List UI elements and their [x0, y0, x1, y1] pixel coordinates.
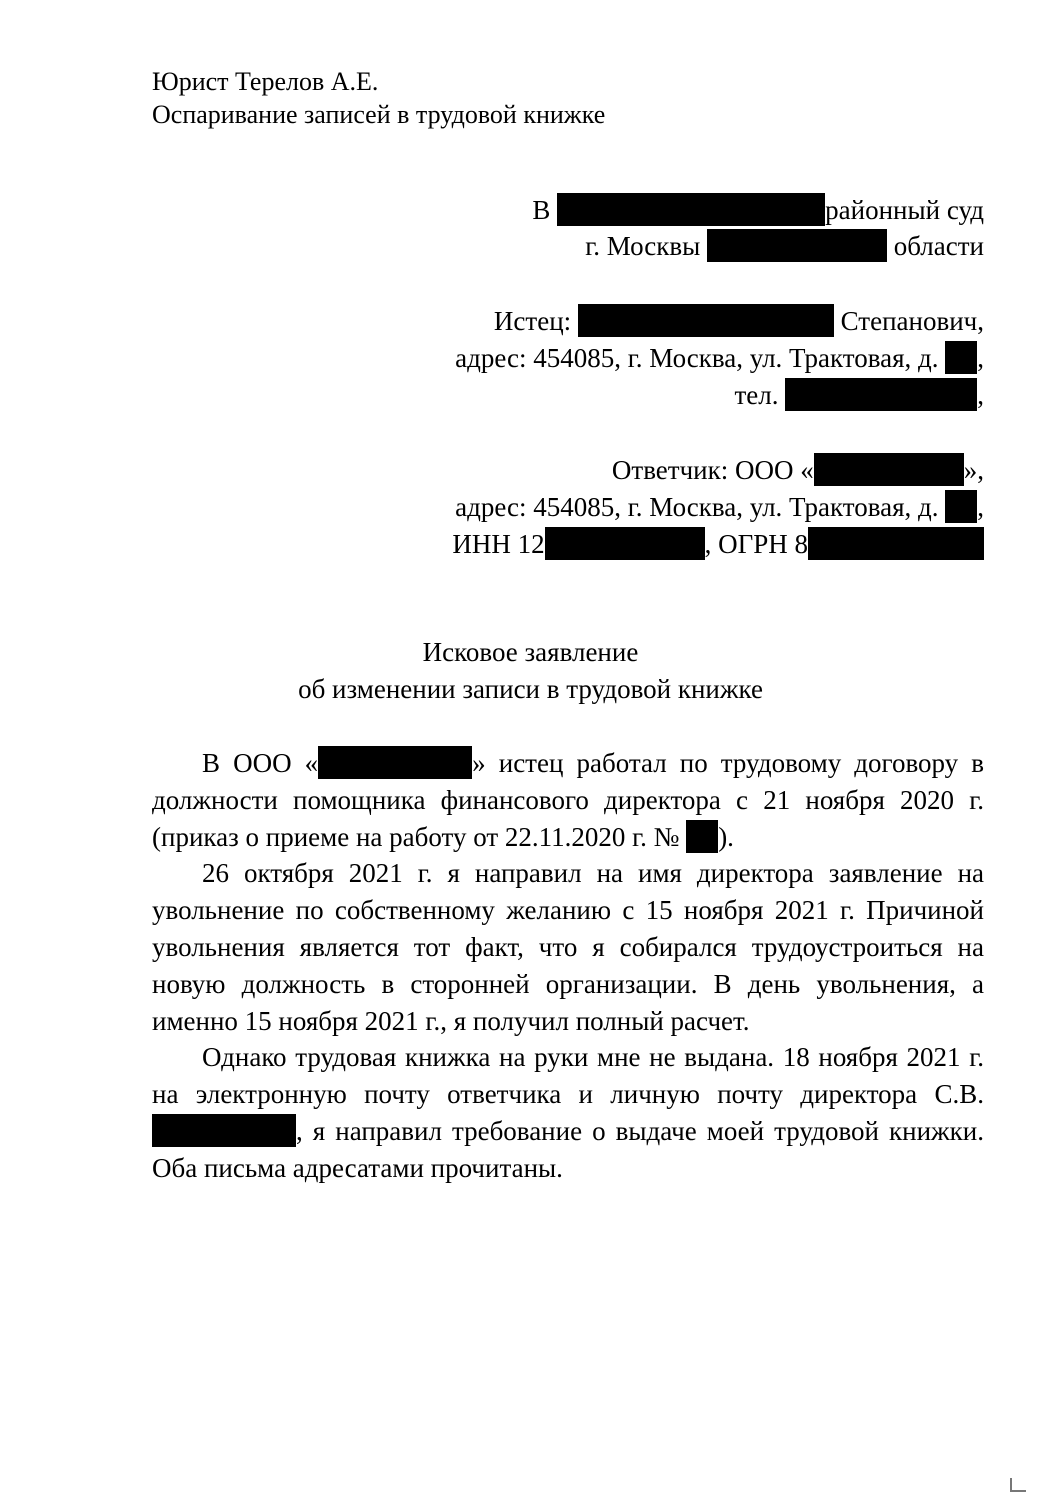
document-subtitle: об изменении записи в трудовой книжке	[298, 674, 763, 704]
redaction-block	[945, 341, 977, 374]
paragraph-2: 26 октября 2021 г. я направил на имя директора заявление на увольнение по собственному желанию с 15 ноября 2021 г. Причиной увольнения является тот факт, что я собирался трудоустроиться на новую должность в сторонней организации. В день увольнения, а именно 15 ноября 2021 г., я получил полный расчет.	[152, 858, 984, 1036]
plaintiff-phone-line	[734, 377, 984, 413]
redaction-block	[808, 527, 984, 560]
redaction-block	[318, 746, 472, 779]
header-author: Юрист Терелов А.Е.	[152, 67, 379, 96]
defendant-label: Ответчик: ООО «	[611, 455, 814, 485]
plaintiff-line	[494, 303, 984, 339]
court-city-line	[585, 228, 984, 264]
document-body	[152, 745, 984, 1187]
redaction-block	[945, 490, 977, 523]
redaction-block	[152, 1114, 296, 1147]
court-suffix: районный суд	[825, 195, 984, 225]
redaction-block	[814, 453, 964, 486]
document-title: Исковое заявление	[422, 637, 639, 667]
defendant-ids-line	[452, 526, 984, 562]
plaintiff-phone-end: ,	[977, 380, 984, 410]
plaintiff-address-line	[455, 340, 984, 376]
defendant-address: адрес: 454085, г. Москва, ул. Трактовая, д.	[455, 492, 939, 522]
defendant-line	[612, 452, 984, 488]
header-subject: Оспаривание записей в трудовой книжке	[152, 100, 606, 129]
defendant-inn: ИНН 12	[452, 529, 545, 559]
court-line	[532, 192, 984, 228]
defendant-ogrn: , ОГРН 8	[704, 529, 808, 559]
plaintiff-phone-label: тел.	[734, 380, 779, 410]
plaintiff-address: адрес: 454085, г. Москва, ул. Трактовая, д.	[455, 343, 939, 373]
redaction-block	[686, 820, 718, 853]
plaintiff-patronymic: Степанович,	[840, 306, 984, 336]
plaintiff-address-end: ,	[977, 343, 984, 373]
page-corner-mark	[1010, 1478, 1026, 1492]
defendant-address-line	[455, 489, 984, 525]
plaintiff-label: Истец:	[493, 306, 572, 336]
redaction-block	[707, 229, 887, 262]
redaction-block	[578, 304, 834, 337]
paragraph-1: В ООО « » истец работал по трудовому договору в должности помощника финансового директора с 21 ноября 2020 г. (приказ о приеме на работу от 22.11.2020 г. № ).	[152, 748, 984, 852]
redaction-block	[545, 527, 705, 560]
court-prefix: В	[532, 195, 551, 225]
court-city: г. Москвы	[585, 231, 701, 261]
court-region-suffix: области	[893, 231, 984, 261]
redaction-block	[785, 378, 977, 411]
defendant-address-end: ,	[977, 492, 984, 522]
defendant-label-end: »,	[963, 455, 984, 485]
redaction-block	[557, 193, 825, 226]
paragraph-3: Однако трудовая книжка на руки мне не выдана. 18 ноября 2021 г. на электронную почту ответчика и личную почту директора С.В. , я направил требование о выдаче моей трудовой книжки. Оба письма адресатами прочитаны.	[152, 1042, 984, 1183]
